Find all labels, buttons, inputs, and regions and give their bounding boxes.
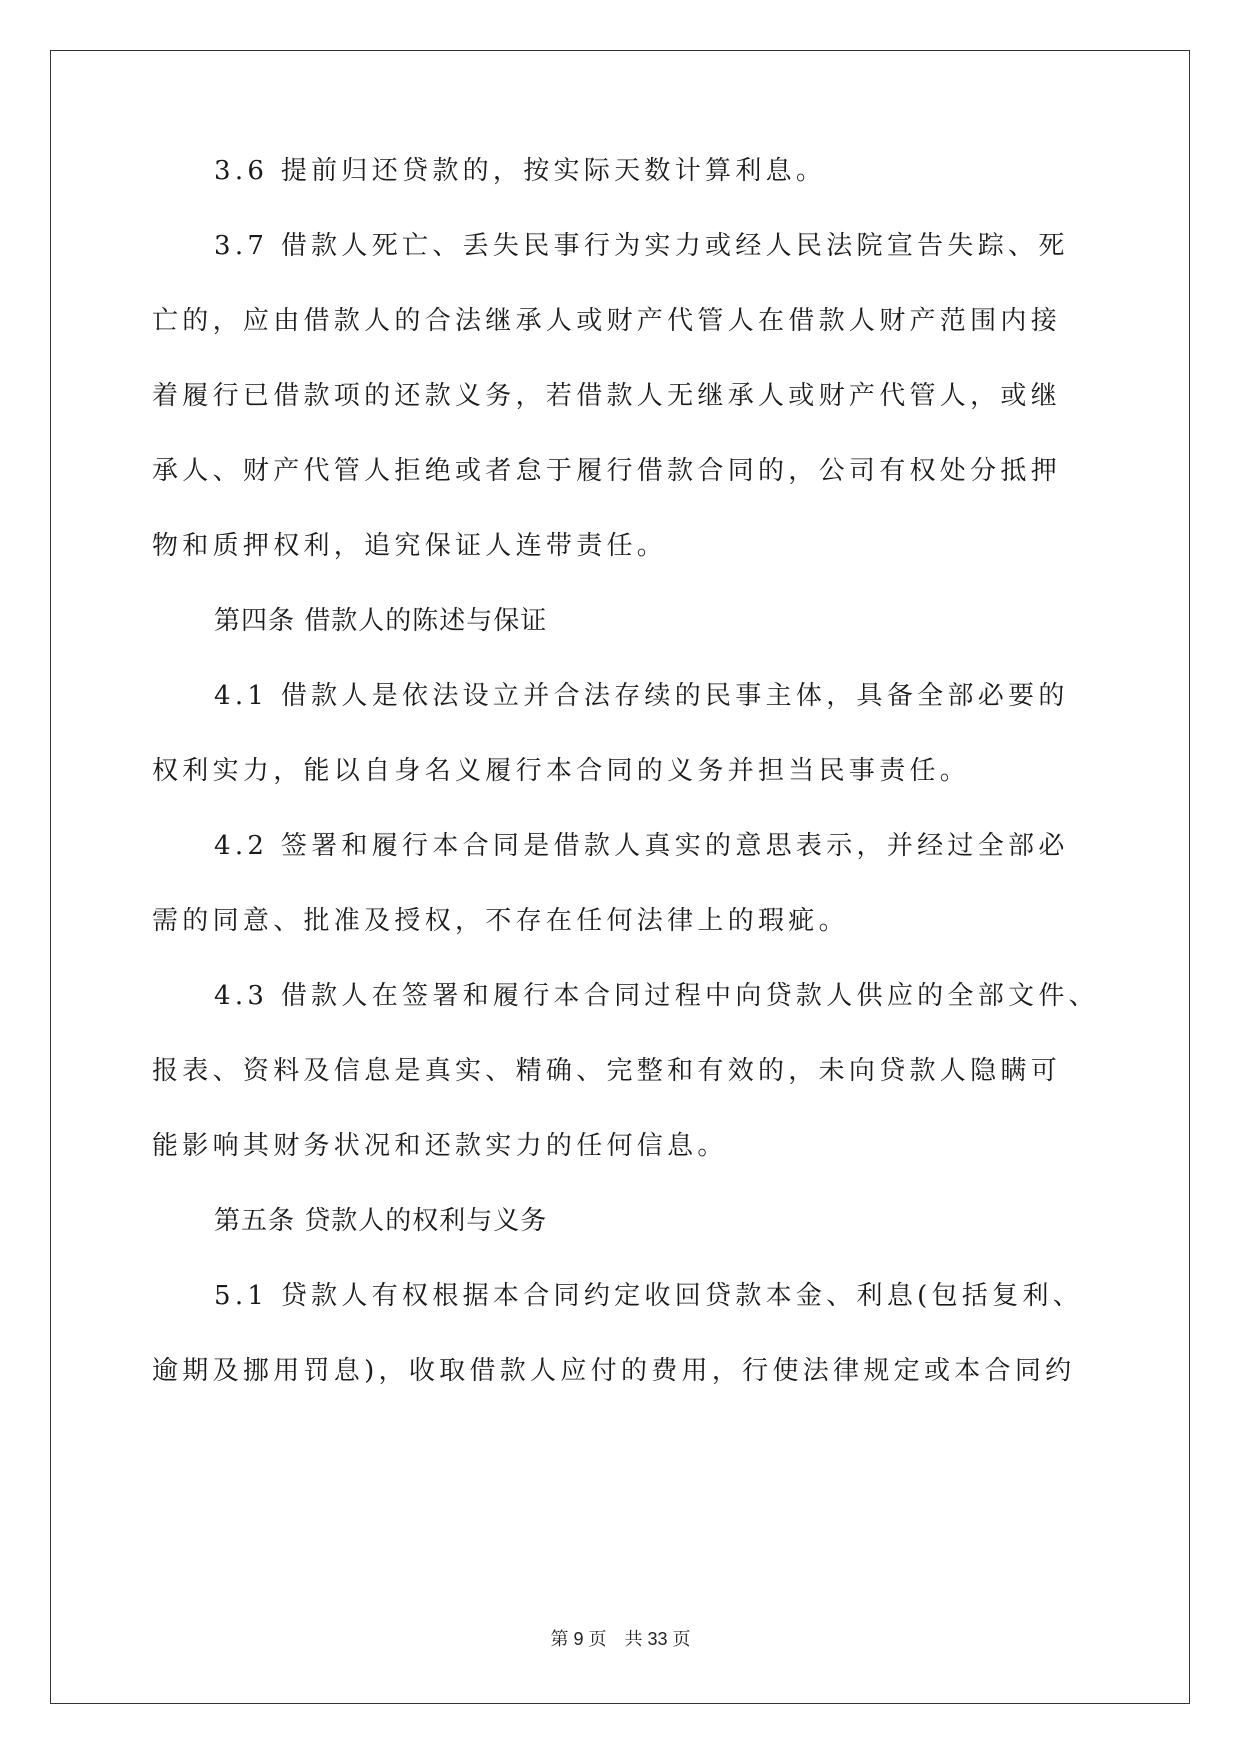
paragraph-4-2-line-1: 4.2 签署和履行本合同是借款人真实的意思表示，并经过全部必 — [214, 831, 1069, 861]
paragraph-3-7-line-5: 物和质押权利，追究保证人连带责任。 — [152, 531, 668, 561]
paragraph-3-7-line-4: 承人、财产代管人拒绝或者怠于履行借款合同的，公司有权处分抵押 — [152, 456, 1062, 486]
paragraph-4-2-line-2: 需的同意、批准及授权，不存在任何法律上的瑕疵。 — [152, 906, 849, 936]
paragraph-3-7-line-2: 亡的，应由借款人的合法继承人或财产代管人在借款人财产范围内接 — [152, 306, 1062, 336]
paragraph-4-1-line-1: 4.1 借款人是依法设立并合法存续的民事主体，具备全部必要的 — [214, 681, 1069, 711]
section-heading-5: 第五条 贷款人的权利与义务 — [214, 1206, 548, 1236]
section-heading-4: 第四条 借款人的陈述与保证 — [214, 606, 548, 636]
paragraph-4-3-line-1: 4.3 借款人在签署和履行本合同过程中向贷款人供应的全部文件、 — [214, 981, 1099, 1011]
page-number: 第 9 页 — [550, 1629, 607, 1649]
paragraph-4-1-line-2: 权利实力，能以自身名义履行本合同的义务并担当民事责任。 — [152, 756, 971, 786]
paragraph-3-7-line-1: 3.7 借款人死亡、丢失民事行为实力或经人民法院宣告失踪、死 — [214, 231, 1069, 261]
page-border — [50, 50, 1190, 1704]
total-pages: 共 33 页 — [624, 1629, 691, 1649]
paragraph-3-6: 3.6 提前归还贷款的，按实际天数计算利息。 — [214, 156, 827, 186]
paragraph-3-7-line-3: 着履行已借款项的还款义务，若借款人无继承人或财产代管人，或继 — [152, 381, 1062, 411]
paragraph-5-1-line-1: 5.1 贷款人有权根据本合同约定收回贷款本金、利息(包括复利、 — [214, 1281, 1084, 1311]
paragraph-5-1-line-2: 逾期及挪用罚息)，收取借款人应付的费用，行使法律规定或本合同约 — [152, 1356, 1076, 1386]
paragraph-4-3-line-3: 能影响其财务状况和还款实力的任何信息。 — [152, 1131, 728, 1161]
paragraph-4-3-line-2: 报表、资料及信息是真实、精确、完整和有效的，未向贷款人隐瞒可 — [152, 1056, 1062, 1086]
page-footer — [0, 1625, 1241, 1651]
